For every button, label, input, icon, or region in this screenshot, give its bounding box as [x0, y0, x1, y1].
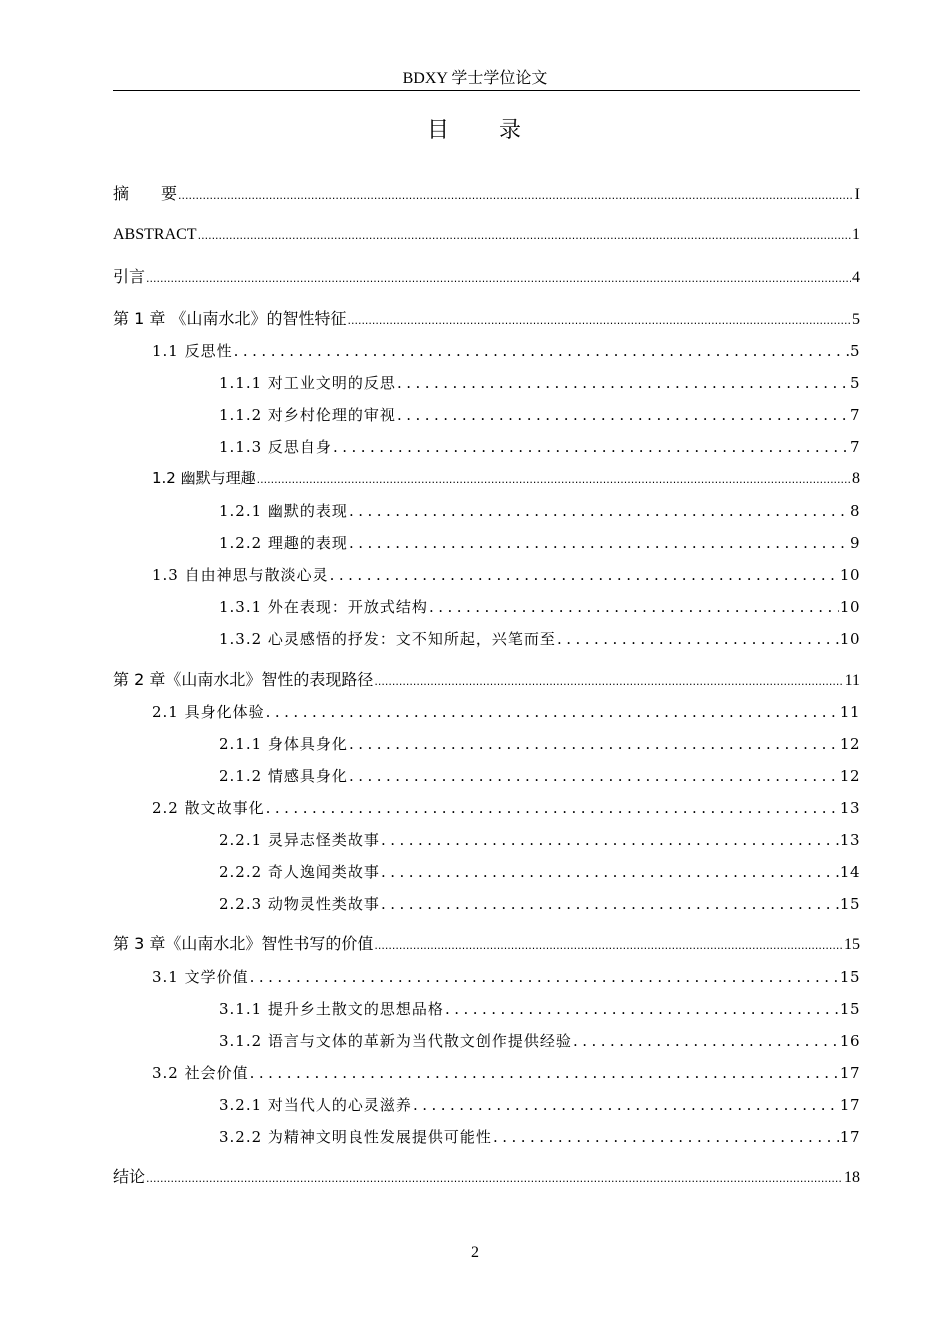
toc-entry-section-2-2-2[interactable] — [219, 862, 860, 882]
toc-entry-page: 11 — [839, 703, 860, 721]
page-number: 2 — [471, 1244, 479, 1261]
toc-entry-label: 1.1 反思性 — [152, 342, 233, 360]
toc-entry-page: 12 — [839, 767, 860, 785]
toc-entry-section-1-3[interactable] — [152, 565, 860, 585]
toc-entry-label: 1.1.3 反思自身 — [219, 438, 332, 456]
toc-entry-label: 摘 要 — [113, 184, 178, 203]
toc-entry-section-2-2-3[interactable] — [219, 894, 860, 914]
dot-leader — [330, 565, 839, 585]
toc-entry-label: 结论 — [113, 1167, 146, 1186]
dot-leader — [381, 894, 839, 914]
toc-entry-section-2-1-2[interactable] — [219, 766, 860, 786]
toc-entry-page: 8 — [849, 502, 860, 520]
toc-entry-section-1-1-3[interactable] — [219, 437, 860, 457]
toc-entry-page: 1 — [852, 226, 860, 243]
toc-entry-label: 3.2.2 为精神文明良性发展提供可能性 — [219, 1128, 492, 1146]
toc-entry-label: 2.1 具身化体验 — [152, 703, 265, 721]
toc-entry-section-3-2-1[interactable] — [219, 1095, 860, 1115]
toc-entry-page: 13 — [839, 799, 860, 817]
toc-entry-chapter-2[interactable] — [113, 670, 860, 692]
dot-leader — [573, 1031, 839, 1051]
toc-entry-section-1-1-2[interactable] — [219, 405, 860, 425]
dot-leader — [146, 1169, 843, 1189]
toc-entry-label: 1.1.1 对工业文明的反思 — [219, 374, 396, 392]
dot-leader — [266, 798, 839, 818]
dot-leader — [557, 629, 839, 649]
toc-entry-label: 2.1.1 身体具身化 — [219, 735, 348, 753]
toc-entry-page: 11 — [844, 672, 860, 689]
toc-entry-page: 15 — [839, 895, 860, 913]
dot-leader — [397, 405, 849, 425]
dot-leader — [234, 341, 849, 361]
dot-leader — [266, 702, 839, 722]
toc-entry-page: 5 — [849, 342, 860, 360]
toc-entry-page: I — [854, 186, 860, 203]
dot-leader — [349, 533, 849, 553]
toc-entry-section-3-1-2[interactable] — [219, 1031, 860, 1051]
toc-entry-page: 17 — [839, 1128, 860, 1146]
dot-leader — [397, 373, 849, 393]
toc-entry-introduction[interactable] — [113, 267, 860, 289]
dot-leader — [250, 1063, 839, 1083]
toc-entry-page: 17 — [839, 1096, 860, 1114]
toc-entry-chapter-1[interactable] — [113, 309, 860, 331]
toc-entry-label: ABSTRACT — [113, 226, 197, 243]
toc-entry-section-1-2[interactable] — [152, 468, 860, 490]
toc-entry-page: 5 — [849, 374, 860, 392]
dot-leader — [349, 734, 839, 754]
dot-leader — [429, 597, 839, 617]
toc-entry-section-1-3-2[interactable] — [219, 629, 860, 649]
toc-entry-label: 第 1 章 《山南水北》的智性特征 — [113, 309, 347, 328]
toc-entry-section-3-2[interactable] — [152, 1063, 860, 1083]
toc-entry-section-2-2-1[interactable] — [219, 830, 860, 850]
toc-entry-label: 3.2.1 对当代人的心灵滋养 — [219, 1096, 412, 1114]
dot-leader — [413, 1095, 839, 1115]
toc-entry-page: 12 — [839, 735, 860, 753]
toc-entry-section-3-1-1[interactable] — [219, 999, 860, 1019]
dot-leader — [349, 766, 839, 786]
toc-entry-conclusion[interactable] — [113, 1167, 860, 1189]
toc-entry-label: 1.1.2 对乡村伦理的审视 — [219, 406, 396, 424]
dot-leader — [349, 501, 849, 521]
toc-entry-label: 第 3 章《山南水北》智性书写的价值 — [113, 934, 374, 953]
toc-entry-label: 3.1.2 语言与文体的革新为当代散文创作提供经验 — [219, 1032, 572, 1050]
toc-entry-page: 16 — [839, 1032, 860, 1050]
toc-entry-page: 7 — [849, 406, 860, 424]
toc-entry-section-3-2-2[interactable] — [219, 1127, 860, 1147]
toc-entry-label: 2.2.1 灵异志怪类故事 — [219, 831, 380, 849]
dot-leader — [333, 437, 849, 457]
toc-entry-label: 引言 — [113, 267, 146, 286]
toc-entry-label: 1.3 自由神思与散淡心灵 — [152, 566, 329, 584]
toc-entry-page: 7 — [849, 438, 860, 456]
toc-entry-section-1-2-1[interactable] — [219, 501, 860, 521]
toc-entry-page: 14 — [839, 863, 860, 881]
toc-entry-label: 3.1.1 提升乡土散文的思想品格 — [219, 1000, 444, 1018]
toc-entry-page: 9 — [849, 534, 860, 552]
toc-title: 目 录 — [426, 118, 523, 143]
dot-leader — [146, 269, 851, 289]
dot-leader — [374, 672, 843, 692]
toc-entry-label: 2.1.2 情感具身化 — [219, 767, 348, 785]
toc-entry-page: 15 — [839, 968, 860, 986]
toc-entry-section-1-2-2[interactable] — [219, 533, 860, 553]
dot-leader — [347, 311, 851, 331]
toc-entry-page: 15 — [844, 936, 860, 953]
toc-entry-page: 8 — [852, 470, 860, 487]
toc-entry-page: 5 — [852, 311, 860, 328]
toc-entry-section-2-1-1[interactable] — [219, 734, 860, 754]
dot-leader — [257, 470, 851, 490]
toc-entry-label: 第 2 章《山南水北》智性的表现路径 — [113, 670, 374, 689]
toc-entry-label: 1.2.1 幽默的表现 — [219, 502, 348, 520]
dot-leader — [374, 936, 843, 956]
toc-entry-section-1-1-1[interactable] — [219, 373, 860, 393]
dot-leader — [178, 186, 854, 206]
toc-entry-label: 2.2 散文故事化 — [152, 799, 265, 817]
toc-entry-section-3-1[interactable] — [152, 967, 860, 987]
toc-entry-page: 17 — [839, 1064, 860, 1082]
dot-leader — [493, 1127, 839, 1147]
toc-entry-chapter-3[interactable] — [113, 934, 860, 956]
toc-entry-label: 3.1 文学价值 — [152, 968, 249, 986]
toc-entry-label: 1.2.2 理趣的表现 — [219, 534, 348, 552]
toc-entry-page: 10 — [839, 566, 860, 584]
dot-leader — [198, 226, 851, 246]
toc-entry-page: 4 — [852, 269, 860, 286]
toc-entry-section-2-2[interactable] — [152, 798, 860, 818]
toc-entry-label: 2.2.3 动物灵性类故事 — [219, 895, 380, 913]
toc-entry-abstract-en[interactable] — [113, 225, 860, 246]
dot-leader — [250, 967, 839, 987]
running-header: BDXY 学士学位论文 — [402, 70, 548, 87]
toc-entry-page: 18 — [844, 1169, 860, 1186]
toc-entry-page: 10 — [839, 598, 860, 616]
toc-entry-label: 3.2 社会价值 — [152, 1064, 249, 1082]
dot-leader — [381, 862, 839, 882]
toc-entry-label: 1.3.1 外在表现：开放式结构 — [219, 598, 428, 616]
toc-entry-label: 1.2 幽默与理趣 — [152, 469, 256, 487]
toc-entry-abstract-cn[interactable] — [113, 184, 860, 206]
dot-leader — [445, 999, 839, 1019]
toc-entry-section-1-1[interactable] — [152, 341, 860, 361]
toc-entry-page: 13 — [839, 831, 860, 849]
toc-entry-label: 1.3.2 心灵感悟的抒发：文不知所起，兴笔而至 — [219, 630, 556, 648]
toc-entry-page: 10 — [839, 630, 860, 648]
toc-entry-page: 15 — [839, 1000, 860, 1018]
toc-entry-section-1-3-1[interactable] — [219, 597, 860, 617]
dot-leader — [381, 830, 839, 850]
toc-entry-label: 2.2.2 奇人逸闻类故事 — [219, 863, 380, 881]
toc-entry-section-2-1[interactable] — [152, 702, 860, 722]
